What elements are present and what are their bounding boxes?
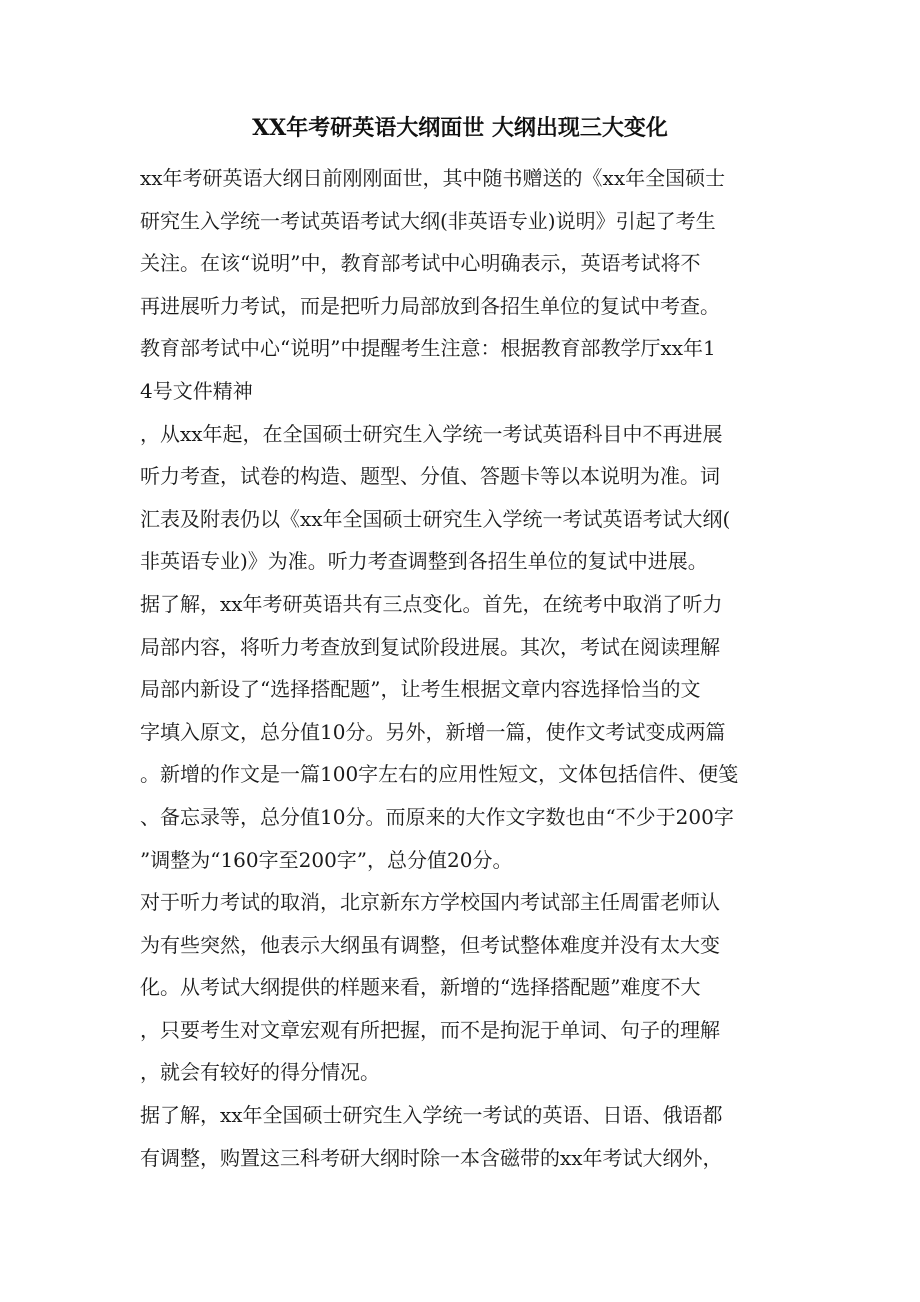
body-line: xx年考研英语大纲日前刚刚面世，其中随书赠送的《xx年全国硕士: [140, 166, 726, 190]
body-line: 有调整，购置这三科考研大纲时除一本含磁带的xx年考试大纲外，: [140, 1145, 723, 1170]
body-line: 对于听力考试的取消，北京新东方学校国内考试部主任周雷老师认: [140, 890, 720, 915]
body-line: 非英语专业)》为准。听力考查调整到各招生单位的复试中进展。: [140, 549, 708, 574]
body-line: ，从xx年起，在全国硕士研究生入学统一考试英语科目中不再进展: [140, 421, 723, 446]
body-line: ，只要考生对文章宏观有所把握，而不是拘泥于单词、句子的理解: [140, 1017, 720, 1042]
body-line: 。新增的作文是一篇100字左右的应用性短文，文体包括信件、便笺: [140, 762, 739, 787]
body-line: ”调整为“160字至200字”，总分值20分。: [140, 847, 513, 872]
body-line: 字填入原文，总分值10分。另外，新增一篇，使作文考试变成两篇: [140, 719, 726, 744]
body-line: 、备忘录等，总分值10分。而原来的大作文字数也由“不少于200字: [140, 804, 734, 829]
body-line: 教育部考试中心“说明”中提醒考生注意：根据教育部教学厅xx年1: [140, 336, 716, 361]
body-line: 局部内新设了“选择搭配题”，让考生根据文章内容选择恰当的文: [140, 677, 701, 702]
document-body: [140, 157, 780, 1179]
body-line: 汇表及附表仍以《xx年全国硕士研究生入学统一考试英语考试大纲(: [140, 506, 731, 531]
body-line: 再进展听力考试，而是把听力局部放到各招生单位的复试中考查。: [140, 293, 720, 318]
document-title: XX年考研英语大纲面世 大纲出现三大变化: [252, 115, 668, 141]
body-line: 据了解，xx年考研英语共有三点变化。首先，在统考中取消了听力: [140, 591, 723, 616]
body-line: 研究生入学统一考试英语考试大纲(非英语专业)说明》引起了考生: [140, 208, 716, 233]
body-line: 为有些突然，他表示大纲虽有调整，但考试整体难度并没有太大变: [140, 932, 720, 957]
body-line: 4号文件精神: [140, 378, 253, 403]
body-line: 关注。在该“说明”中，教育部考试中心明确表示，英语考试将不: [140, 251, 701, 276]
body-line: 化。从考试大纲提供的样题来看，新增的“选择搭配题”难度不大: [140, 975, 701, 1000]
body-line: 听力考查，试卷的构造、题型、分值、答题卡等以本说明为准。词: [140, 464, 720, 489]
body-line: 局部内容，将听力考查放到复试阶段进展。其次，考试在阅读理解: [140, 634, 720, 659]
body-line: 据了解，xx年全国硕士研究生入学统一考试的英语、日语、俄语都: [140, 1103, 723, 1128]
body-line: ，就会有较好的得分情况。: [140, 1060, 380, 1085]
